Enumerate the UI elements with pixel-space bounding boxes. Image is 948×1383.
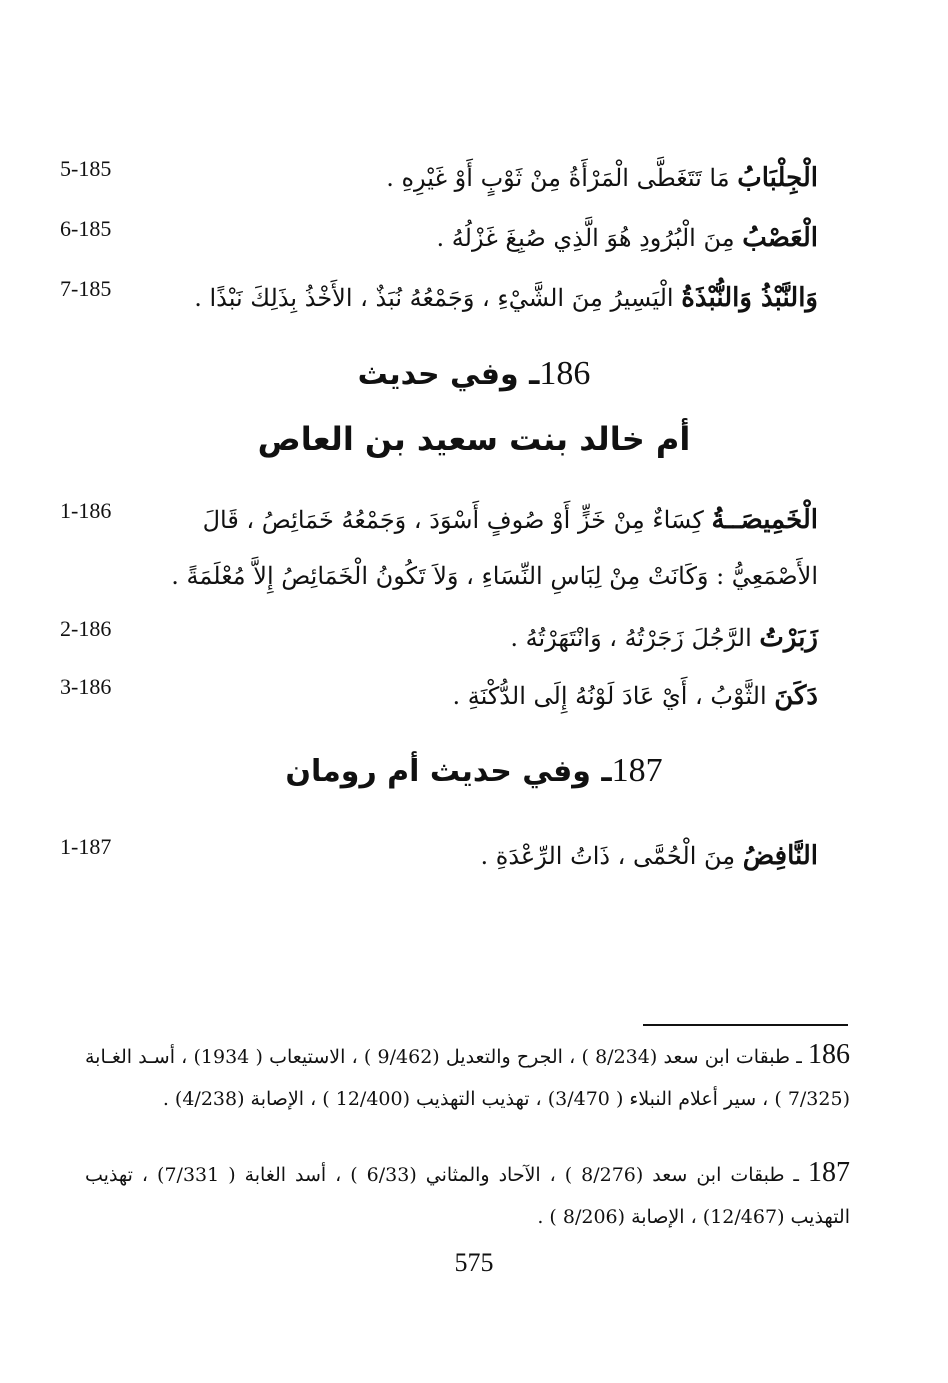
footnote-separator [643, 1024, 848, 1026]
entry-186-2 [60, 610, 850, 666]
section-title-line2: أم خالد بنت سعيد بن العاص [257, 420, 691, 458]
entry-headword: دَكَنَ [774, 681, 818, 711]
footnote-186 [85, 1034, 850, 1120]
entry-definition: كِسَاءٌ مِنْ خَزٍّ أَوْ صُوفٍ أَسْوَدَ ، وَجَمْعُهُ خَمَائِصُ ، قَالَ الأَصْمَعِيُّ : وَكَانَتْ مِنْ لِبَاسِ النِّسَاءِ ، وَلاَ تَكُونُ الْخَمَائِصُ إِلاَّ مُعْلَمَةً . [171, 506, 818, 590]
section-heading-186 [60, 355, 888, 393]
section-number: 186 [539, 355, 591, 392]
entry-187-1 [60, 828, 850, 884]
entry-number: 2-186 [60, 616, 112, 641]
entry-number: 1-187 [60, 834, 112, 859]
entry-text [150, 668, 850, 724]
section-title-line1: ـ وفي حديث [357, 357, 540, 392]
entry-definition: الرَّجُلَ زَجَرْتُهُ ، وَانْتَهَرْتُهُ . [510, 624, 760, 652]
entry-number: 3-186 [60, 674, 112, 699]
entry-headword: زَبَرْتُ [759, 623, 818, 653]
entry-number: 5-185 [60, 156, 112, 181]
entry-186-3 [60, 668, 850, 724]
entry-text [150, 610, 850, 666]
page-number: 575 [454, 1248, 494, 1277]
footnote-text: ـ طبقات ابن سعد (8/276 ) ، الآحاد والمثاني (6/33 ) ، أسد الغابة ( 7/331) ، تهذيب التهذيب (12/467) ، الإصابة (8/206 ) . [85, 1164, 850, 1228]
section-title-line1: ـ وفي حديث أم رومان [285, 754, 612, 789]
footnote-number: 186 [808, 1039, 850, 1070]
entry-text [150, 828, 850, 884]
entry-number: 7-185 [60, 276, 112, 301]
entry-185-6 [60, 210, 850, 266]
entry-text [150, 492, 850, 604]
entry-text [150, 210, 850, 266]
footnote-number: 187 [807, 1157, 850, 1188]
entry-definition: مِنَ الْحُمَّى ، ذَاتُ الرِّعْدَةِ . [480, 842, 743, 870]
section-heading-187 [60, 752, 888, 790]
entry-headword: الْخَمِيصَــةُ [711, 505, 818, 535]
entry-definition: الثَّوْبُ ، أَيْ عَادَ لَوْنُهُ إِلَى الدُّكْنَةِ . [452, 682, 775, 710]
entry-headword: الْجِلْبَابُ [737, 163, 818, 193]
entry-headword: النَّافِضُ [742, 841, 818, 871]
entry-definition: الْيَسِيرُ مِنَ الشَّيْءِ ، وَجَمْعُهُ نُبَذٌ ، الأَخْذُ بِذَلِكَ نَبْذًا . [194, 284, 682, 312]
section-number: 187 [611, 752, 663, 789]
entry-text [150, 270, 850, 326]
footnote-187 [85, 1152, 850, 1238]
entry-185-5 [60, 150, 850, 206]
entry-headword: وَالنَّبْذُ وَالنُّبْذَةُ [681, 283, 818, 313]
entry-headword: الْعَصْبُ [742, 223, 818, 253]
entry-number: 1-186 [60, 498, 112, 523]
entry-number: 6-185 [60, 216, 112, 241]
section-subheading-186 [60, 420, 888, 458]
entry-text [150, 150, 850, 206]
entry-definition: مِنَ الْبُرُودِ هُوَ الَّذِي صُبِغَ غَزْلُهُ . [436, 224, 743, 252]
entry-185-7 [60, 270, 850, 326]
entry-186-1 [60, 492, 850, 604]
entry-definition: مَا تَتَغَطَّى الْمَرْأَةُ مِنْ ثَوْبٍ أَوْ غَيْرِهِ . [386, 164, 738, 192]
footnote-text: ـ طبقات ابن سعد (8/234 ) ، الجرح والتعديل (9/462 ) ، الاستيعاب ( 1934) ، أسـد الغـابة (7/325 ) ، سير أعلام النبلاء ( 3/470) ، تهذيب التهذيب (12/400 ) ، الإصابة (4/238) . [85, 1046, 850, 1110]
